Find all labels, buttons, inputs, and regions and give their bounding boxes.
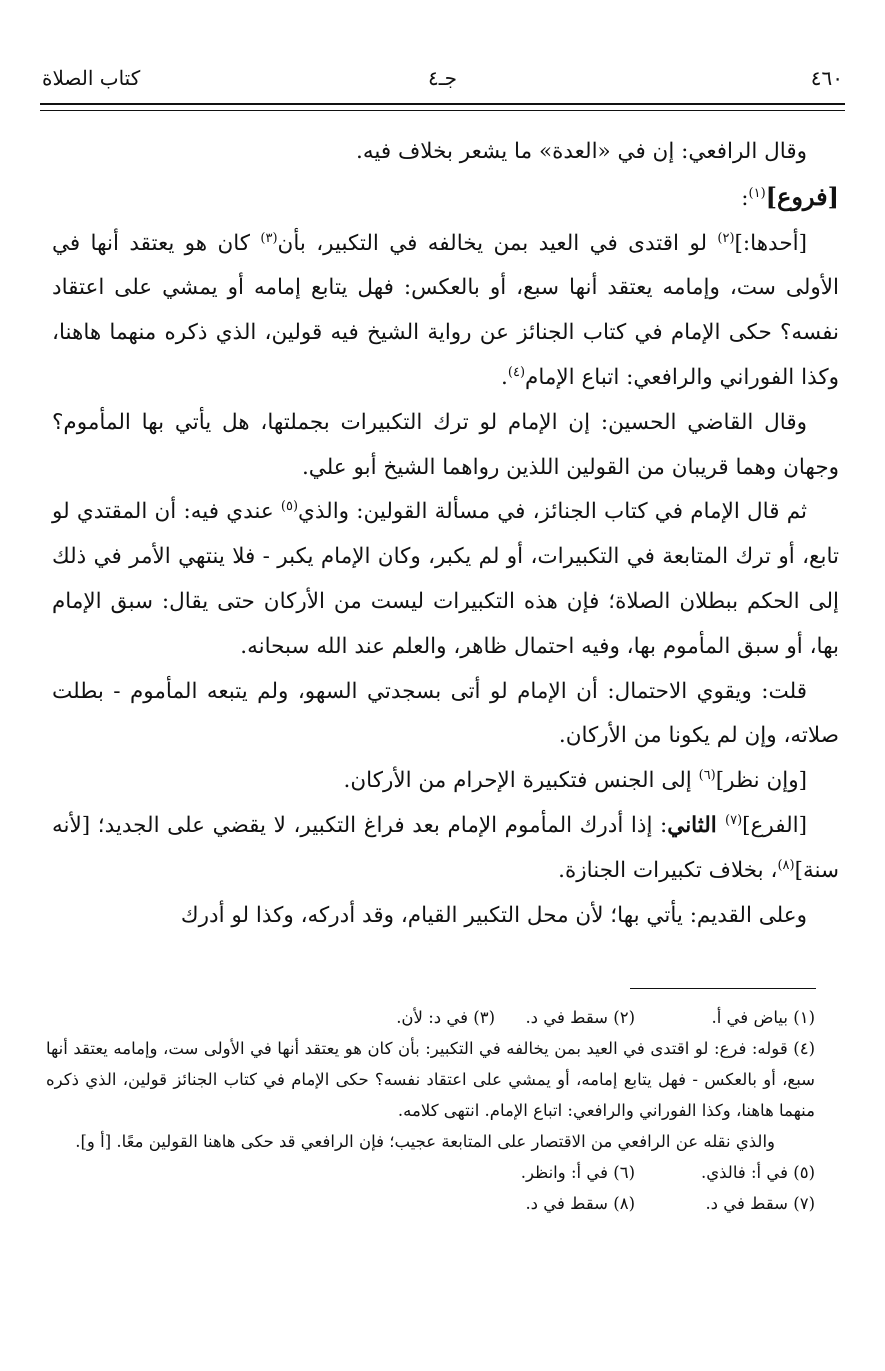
footnote-2: (٢) سقط في د. (525, 1008, 635, 1027)
footnote-ref: (١) (748, 185, 766, 201)
paragraph (52, 804, 839, 894)
footnote-ref: (٨) (777, 857, 795, 873)
paragraph-text: ثم قال الإمام في كتاب الجنائز، في مسألة القولين: والذي (298, 499, 807, 525)
paragraph-text: لو اقتدى في العيد بمن يخالفه في التكبير، بأن (277, 230, 718, 256)
footnote-ref: (٦) (698, 768, 716, 783)
footnote-ref: (٥) (280, 499, 299, 515)
volume-label: جـ٤ (428, 66, 457, 90)
paragraph: قلت: ويقوي الاحتمال: أن الإمام لو أتى بسجدتي السهو، ولم يتبعه المأموم - بطلت صلاته، وإن لم يكونا من الأركان. (52, 678, 839, 749)
footnote-row (46, 1188, 815, 1219)
paragraph-text: . (501, 364, 508, 390)
footnote-rule (630, 988, 816, 989)
main-text (52, 130, 839, 938)
footnote-row (46, 1002, 815, 1033)
footnote-7: (٧) سقط في د. (705, 1194, 815, 1213)
footnotes (46, 1002, 815, 1219)
paragraph (52, 222, 839, 401)
page-number: ٤٦٠ (810, 66, 843, 90)
paragraph-text: ، بخلاف تكبيرات الجنازة. (558, 857, 778, 883)
paragraph-text: إلى الجنس فتكبيرة الإحرام من الأركان. (343, 768, 699, 794)
paragraph: وقال الرافعي: إن في «العدة» ما يشعر بخلاف فيه. (356, 139, 807, 164)
header-rule-thick (40, 103, 845, 105)
footnote-4-text: قوله: فرع: لو اقتدى في العيد بمن يخالفه في التكبير: بأن كان هو يعتقد أنها في الأولى ست، وإمامه يعتقد أنها سبع، أو بالعكس - فهل يتابع إمامه، أو يمشي على اعتقاد نفسه؟ حكى الإمام في كتاب الجنائز قولين، الذي ذكره منهما هاهنا، وكذا الفوراني والرافعي: اتباع الإمام. انتهى كلامه. (46, 1039, 815, 1120)
paragraph (52, 759, 839, 804)
footnote-row (46, 1157, 815, 1188)
footnote-6: (٦) في أ: وانظر. (520, 1163, 635, 1182)
footnote-ref: (٧) (725, 812, 743, 828)
book-title: كتاب الصلاة (42, 66, 141, 90)
footnote-ref: (٤) (507, 364, 526, 380)
heading-colon: : (741, 185, 749, 211)
paragraph-text: كان هو يعتقد أنها في الأولى ست، وإمامه يعتقد أنها سبع، أو بالعكس: فهل يتابع إمامه أو يمشي على اعتقاد نفسه؟ حكى الإمام في كتاب الجنائز عن رواية الشيخ فيه قولين، الذي ذكره منهما هاهنا، وكذا الفوراني والرافعي: اتباع الإمام (52, 230, 839, 390)
paragraph: وعلى القديم: يأتي بها؛ لأن محل التكبير القيام، وقد أدركه، وكذا لو أدرك (180, 902, 807, 928)
footnote-1: (١) بياض في أ. (711, 1008, 815, 1027)
footnote-ref: (٣) (260, 230, 278, 246)
footnote-8: (٨) سقط في د. (525, 1194, 635, 1213)
footnote-4-number: (٤) (793, 1039, 815, 1058)
footnote-ref: (٢) (717, 230, 735, 246)
bracket-text: [أحدها:] (734, 230, 807, 256)
section-heading (52, 175, 839, 222)
paragraph-text: عندي فيه: أن المقتدي لو تابع، أو ترك المتابعة في التكبيرات، أو لم يكبر، وكان الإمام يكبر - فلا ينتهي الأمر في ذلك إلى الحكم ببطلان الصلاة؛ فإن هذه التكبيرات ليست من الأركان حتى يقال: سبق الإمام بها، أو سبق المأموم بها، وفيه احتمال ظاهر، والعلم عند الله سبحانه. (52, 499, 839, 659)
paragraph: وقال القاضي الحسين: إن الإمام لو ترك التكبيرات بجملتها، هل يأتي بها المأموم؟ وجهان وهما قريبان من القولين اللذين رواهما الشيخ أبو علي. (52, 409, 839, 480)
paragraph (52, 490, 839, 669)
bracket-text: [الفرع] (742, 812, 808, 838)
footnote-3: (٣) في د: لأن. (396, 1008, 495, 1027)
paragraph-text: : إذا أدرك المأموم الإمام بعد فراغ التكبير، لا يقضي على الجديد؛ [لأنه سنة] (52, 812, 839, 883)
footnote-4-continuation: والذي نقله عن الرافعي من الاقتصار على المتابعة عجيب؛ فإن الرافعي قد حكى هاهنا القولين معًا. [أ و]. (75, 1132, 775, 1151)
page-header (42, 66, 843, 100)
header-rule-thin (40, 110, 845, 111)
bracket-text: [وإن نظر] (715, 768, 807, 794)
heading-text: [فروع] (765, 181, 839, 211)
bold-term: الثاني (667, 812, 725, 838)
footnote-4 (46, 1033, 815, 1126)
footnote-5: (٥) في أ: فالذي. (700, 1163, 815, 1182)
